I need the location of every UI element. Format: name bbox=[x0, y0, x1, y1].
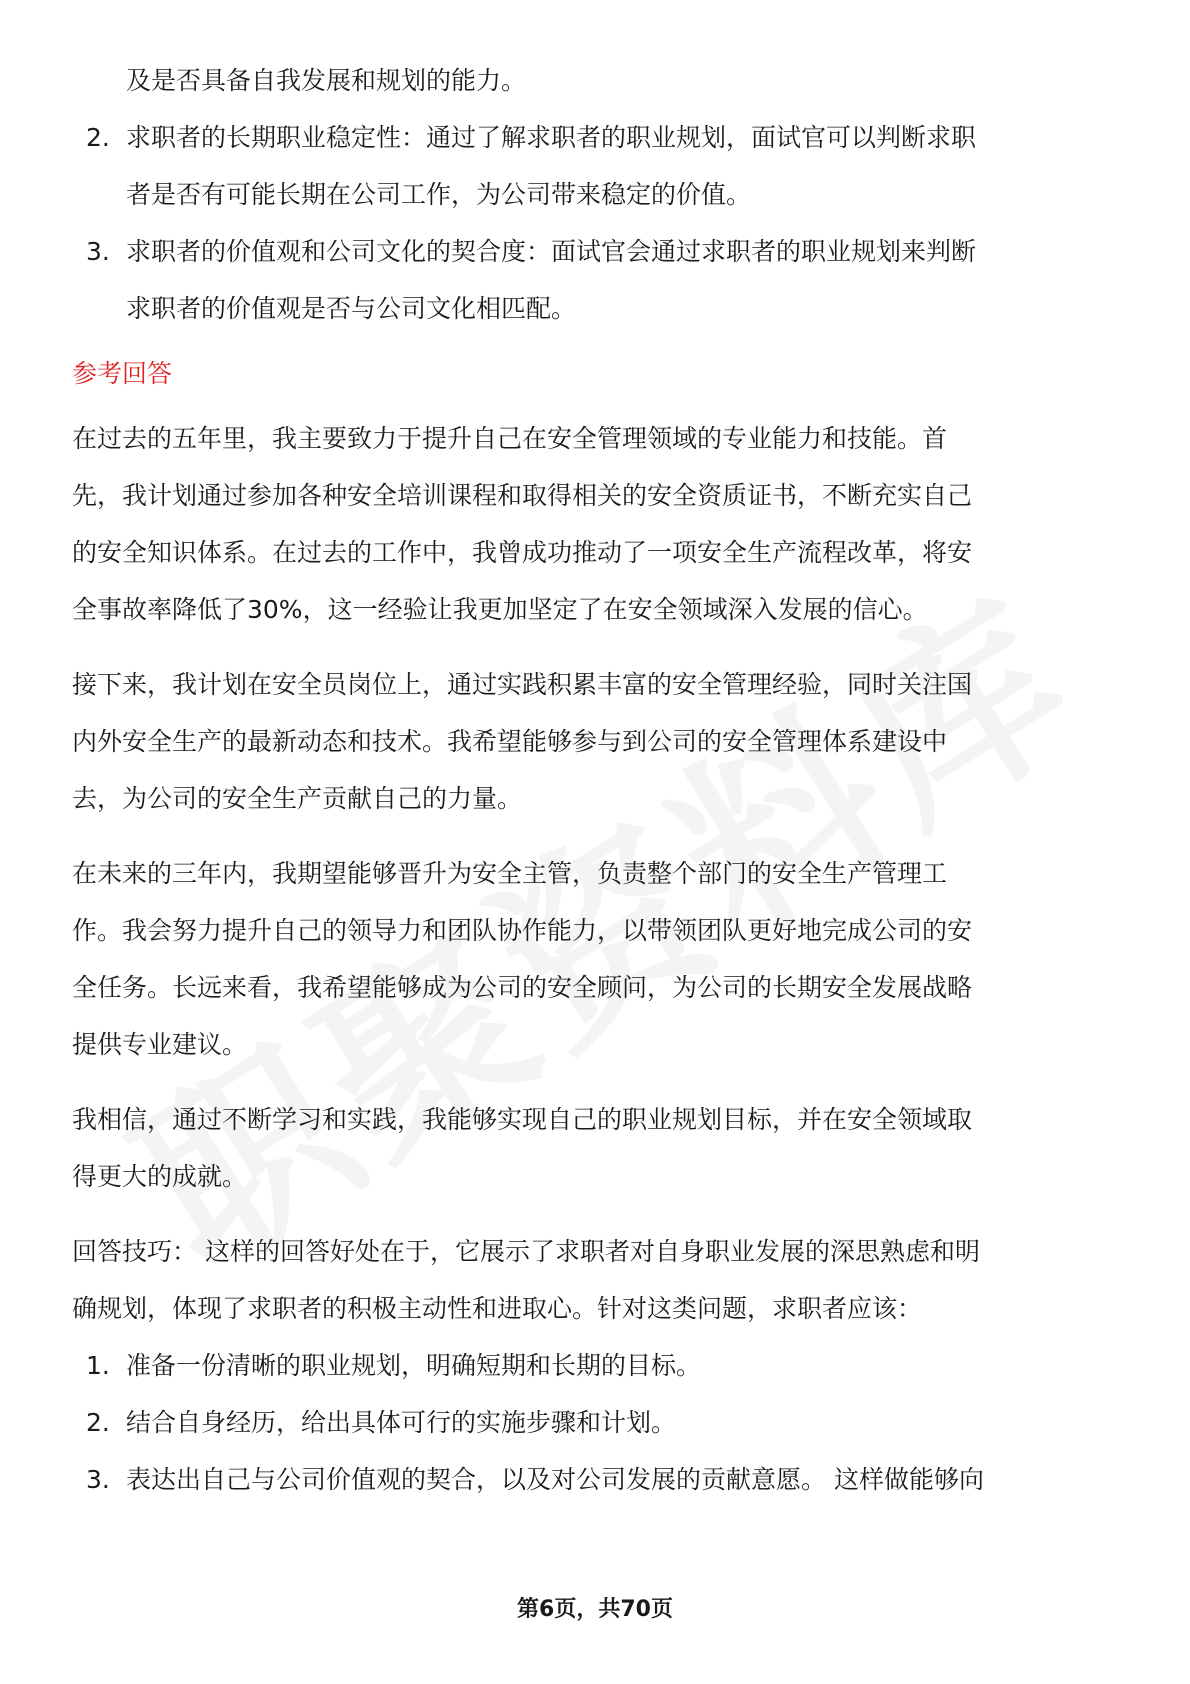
answer-tips-paragraph bbox=[72, 1223, 1122, 1337]
list-item bbox=[72, 1337, 1122, 1394]
paragraph-line: 在未来的三年内，我期望能够晋升为安全主管，负责整个部门的安全生产管理工 bbox=[72, 859, 948, 888]
list-number: 3. bbox=[86, 237, 110, 266]
page-content bbox=[72, 52, 1122, 1508]
page-number-footer: 第6页，共70页 bbox=[517, 1597, 673, 1622]
intro-continuation: 及是否具备自我发展和规划的能力。 bbox=[126, 66, 527, 95]
paragraph bbox=[72, 1091, 1122, 1205]
list-item bbox=[72, 223, 1122, 337]
list-line: 求职者的长期职业稳定性：通过了解求职者的职业规划，面试官可以判断求职 bbox=[126, 123, 977, 152]
list-line: 结合自身经历，给出具体可行的实施步骤和计划。 bbox=[126, 1408, 677, 1437]
paragraph bbox=[72, 410, 1122, 638]
list-line: 求职者的价值观是否与公司文化相匹配。 bbox=[126, 294, 577, 323]
paragraph-line: 确规划，体现了求职者的积极主动性和进取心。针对这类问题，求职者应该： bbox=[72, 1294, 923, 1323]
paragraph-line: 得更大的成就。 bbox=[72, 1162, 248, 1191]
paragraph-line: 我相信，通过不断学习和实践，我能够实现自己的职业规划目标，并在安全领域取 bbox=[72, 1105, 973, 1134]
paragraph-line: 在过去的五年里，我主要致力于提升自己在安全管理领域的专业能力和技能。首 bbox=[72, 424, 948, 453]
paragraph-line: 内外安全生产的最新动态和技术。我希望能够参与到公司的安全管理体系建设中 bbox=[72, 727, 948, 756]
paragraph-line: 去，为公司的安全生产贡献自己的力量。 bbox=[72, 784, 523, 813]
paragraph-line: 全事故率降低了30%，这一经验让我更加坚定了在安全领域深入发展的信心。 bbox=[72, 595, 928, 624]
list-item bbox=[72, 1394, 1122, 1451]
paragraph-line: 的安全知识体系。在过去的工作中，我曾成功推动了一项安全生产流程改革，将安 bbox=[72, 538, 973, 567]
list-line: 表达出自己与公司价值观的契合，以及对公司发展的贡献意愿。 这样做能够向 bbox=[126, 1465, 984, 1494]
list-number: 1. bbox=[86, 1351, 110, 1380]
paragraph-line: 接下来，我计划在安全员岗位上，通过实践积累丰富的安全管理经验，同时关注国 bbox=[72, 670, 973, 699]
paragraph bbox=[72, 845, 1122, 1073]
paragraph-line: 作。我会努力提升自己的领导力和团队协作能力，以带领团队更好地完成公司的安 bbox=[72, 916, 973, 945]
paragraph-line: 提供专业建议。 bbox=[72, 1030, 248, 1059]
paragraph bbox=[72, 656, 1122, 827]
list-number: 3. bbox=[86, 1465, 110, 1494]
paragraph-line: 回答技巧： 这样的回答好处在于，它展示了求职者对自身职业发展的深思熟虑和明 bbox=[72, 1237, 980, 1266]
tips-list bbox=[72, 1337, 1122, 1508]
list-item bbox=[72, 109, 1122, 223]
list-line: 准备一份清晰的职业规划，明确短期和长期的目标。 bbox=[126, 1351, 702, 1380]
list-number: 2. bbox=[86, 1408, 110, 1437]
list-number: 2. bbox=[86, 123, 110, 152]
section-heading: 参考回答 bbox=[72, 359, 173, 388]
criteria-list bbox=[72, 109, 1122, 337]
paragraph-line: 全任务。长远来看，我希望能够成为公司的安全顾问，为公司的长期安全发展战略 bbox=[72, 973, 973, 1002]
list-line: 者是否有可能长期在公司工作，为公司带来稳定的价值。 bbox=[126, 180, 752, 209]
paragraph-line: 先，我计划通过参加各种安全培训课程和取得相关的安全资质证书，不断充实自己 bbox=[72, 481, 973, 510]
list-item bbox=[72, 1451, 1122, 1508]
list-line: 求职者的价值观和公司文化的契合度：面试官会通过求职者的职业规划来判断 bbox=[126, 237, 977, 266]
